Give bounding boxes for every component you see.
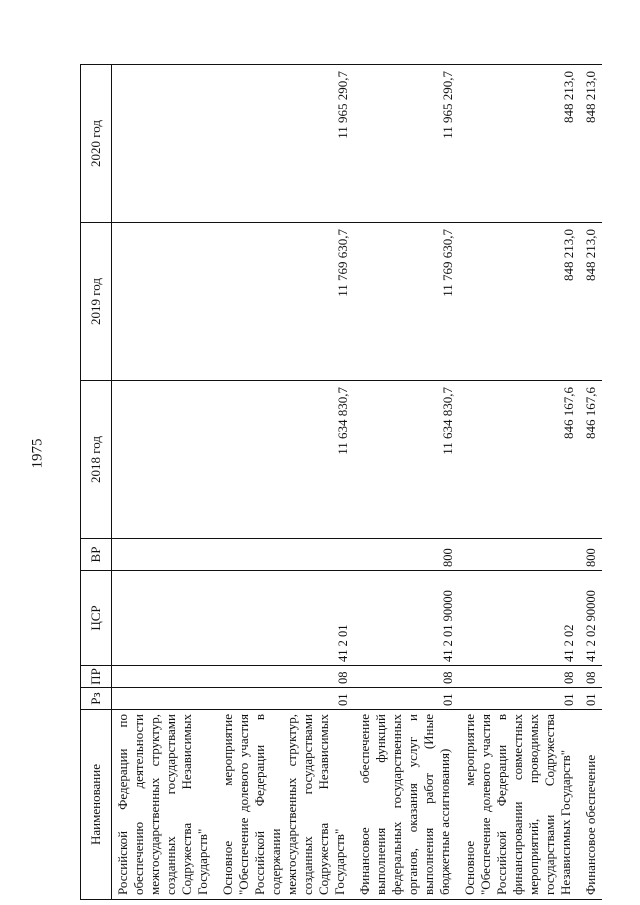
- table-row: [580, 65, 602, 900]
- row-csr: 41 2 02 90000: [580, 571, 602, 666]
- row-name: Основное мероприятие "Обеспечение долевого участия Российской Федерации в содержании межгосударственных структур, созданных государствами Содружества Независимых Государств": [217, 710, 354, 900]
- row-rz: 01: [217, 688, 354, 710]
- row-vr: 800: [580, 539, 602, 571]
- row-2019: 11 769 630,7: [217, 223, 354, 381]
- row-csr: 41 2 01 90000: [354, 571, 459, 666]
- row-csr: [112, 571, 218, 666]
- header-rz: Рз: [81, 688, 112, 710]
- row-vr: [459, 539, 580, 571]
- header-2020: 2020 год: [81, 65, 112, 223]
- row-2020: 11 965 290,7: [217, 65, 354, 223]
- row-vr: [217, 539, 354, 571]
- row-vr: [112, 539, 218, 571]
- row-rz: 01: [580, 688, 602, 710]
- row-rz: 01: [459, 688, 580, 710]
- row-name: Российской Федерации по обеспечению деятельности межгосударственных структур, созданных государствами Содружества Независимых Государств": [112, 710, 218, 900]
- row-csr: 41 2 02: [459, 571, 580, 666]
- header-csr: ЦСР: [81, 571, 112, 666]
- row-2019: [112, 223, 218, 381]
- page-number: 1975: [29, 438, 46, 469]
- row-2020: 848 213,0: [580, 65, 602, 223]
- table-row: [354, 65, 459, 900]
- row-2020: [112, 65, 218, 223]
- header-vr: ВР: [81, 539, 112, 571]
- header-2018: 2018 год: [81, 381, 112, 539]
- table-header-row: [81, 65, 112, 900]
- row-pr: [112, 666, 218, 688]
- row-2020: 11 965 290,7: [354, 65, 459, 223]
- row-pr: 08: [459, 666, 580, 688]
- row-2019: 11 769 630,7: [354, 223, 459, 381]
- row-vr: 800: [354, 539, 459, 571]
- table-row: [112, 65, 218, 900]
- row-csr: 41 2 01: [217, 571, 354, 666]
- row-name: Финансовое обеспечение: [580, 710, 602, 900]
- table-row: [217, 65, 354, 900]
- header-2019: 2019 год: [81, 223, 112, 381]
- row-pr: 08: [217, 666, 354, 688]
- row-2018: 846 167,6: [459, 381, 580, 539]
- row-2019: 848 213,0: [459, 223, 580, 381]
- row-name: Основное мероприятие "Обеспечение долевого участия Российской Федерации в финансировании совместных мероприятий, проводимых государствами Содружества Независимых Государств": [459, 710, 580, 900]
- row-pr: 08: [580, 666, 602, 688]
- row-rz: [112, 688, 218, 710]
- row-2018: 11 634 830,7: [217, 381, 354, 539]
- row-2019: 848 213,0: [580, 223, 602, 381]
- budget-table: [80, 64, 602, 900]
- header-pr: ПР: [81, 666, 112, 688]
- row-2020: 848 213,0: [459, 65, 580, 223]
- row-2018: [112, 381, 218, 539]
- budget-table-sheet: [80, 65, 640, 900]
- table-row: [459, 65, 580, 900]
- row-rz: 01: [354, 688, 459, 710]
- row-2018: 11 634 830,7: [354, 381, 459, 539]
- row-2018: 846 167,6: [580, 381, 602, 539]
- row-name: Финансовое обеспечение выполнения функций федеральных государственных органов, оказания услуг и выполнения работ (Иные бюджетные ассигнования): [354, 710, 459, 900]
- row-pr: 08: [354, 666, 459, 688]
- header-name: Наименование: [81, 710, 112, 900]
